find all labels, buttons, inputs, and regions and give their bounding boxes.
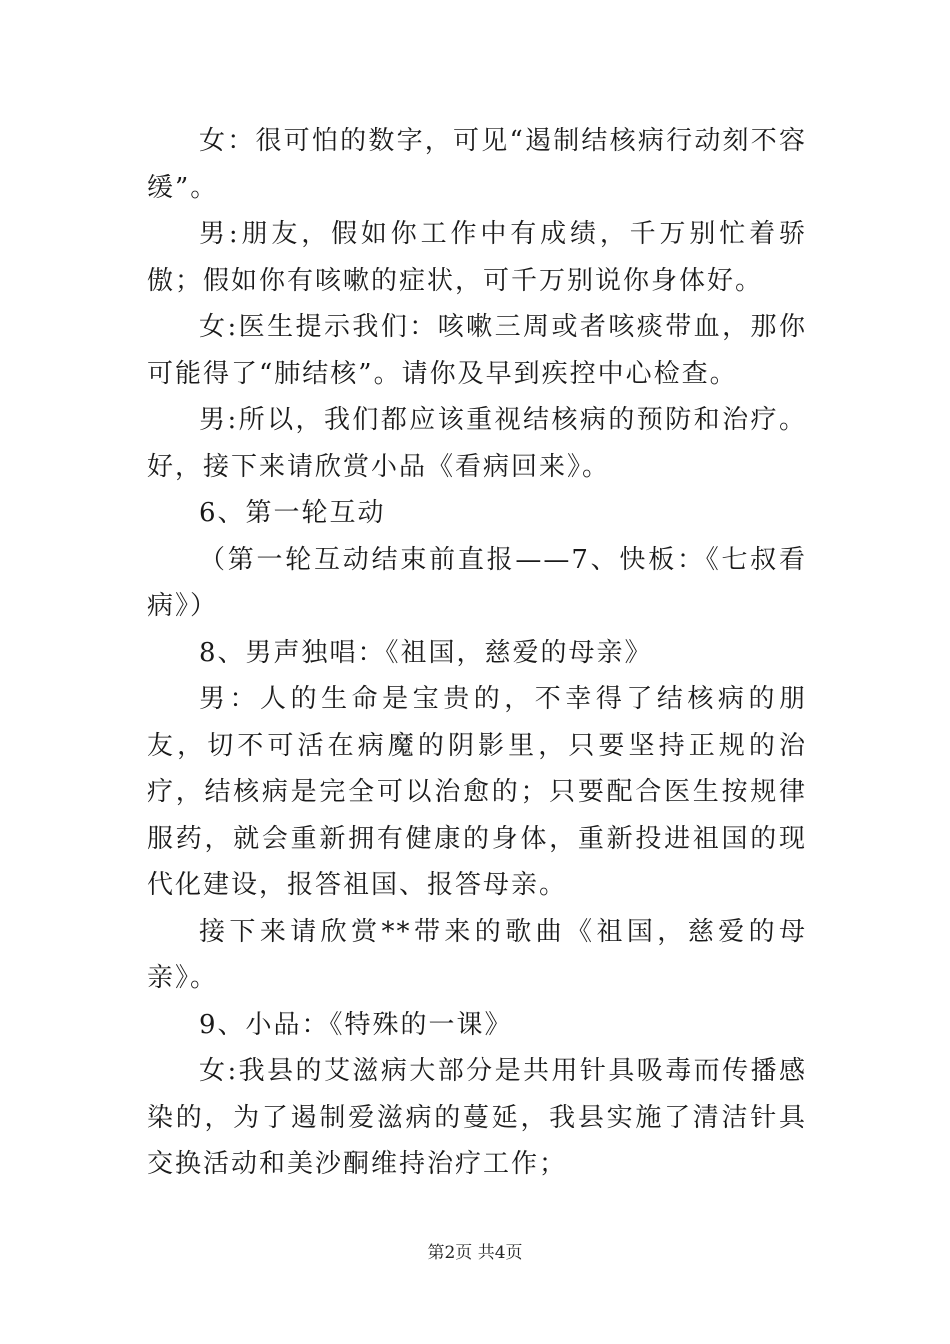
paragraph: 女:我县的艾滋病大部分是共用针具吸毒而传播感染的，为了遏制爱滋病的蔓延，我县实施了清洁针具交换活动和美沙酮维持治疗工作； <box>147 1056 807 1179</box>
paragraph: 女：很可怕的数字，可见“遏制结核病行动刻不容缓”。 <box>147 126 807 203</box>
paragraph: 接下来请欣赏**带来的歌曲《祖国，慈爱的母亲》。 <box>147 916 807 993</box>
document-body <box>147 118 807 1188</box>
paragraph: 女:医生提示我们：咳嗽三周或者咳痰带血，那你可能得了“肺结核”。请你及早到疾控中心检查。 <box>147 312 807 389</box>
paragraph: 男:所以，我们都应该重视结核病的预防和治疗。好，接下来请欣赏小品《看病回来》。 <box>147 405 807 482</box>
section-heading: 8、男声独唱：《祖国，慈爱的母亲》 <box>199 637 653 668</box>
page-number: 第2页 共4页 <box>427 1243 523 1263</box>
paragraph: 男:朋友，假如你工作中有成绩，千万别忙着骄傲；假如你有咳嗽的症状，可千万别说你身体好。 <box>147 219 807 296</box>
section-heading: 9、小品：《特殊的一课》 <box>199 1009 513 1040</box>
paragraph: 男：人的生命是宝贵的，不幸得了结核病的朋友，切不可活在病魔的阴影里，只要坚持正规的治疗，结核病是完全可以治愈的；只要配合医生按规律服药，就会重新拥有健康的身体，重新投进祖国的现代化建设，报答祖国、报答母亲。 <box>147 684 807 900</box>
page-footer <box>0 1241 950 1265</box>
section-heading: 6、第一轮互动 <box>199 498 386 528</box>
paragraph: （第一轮互动结束前直报——7、快板：《七叔看病》） <box>147 544 807 621</box>
